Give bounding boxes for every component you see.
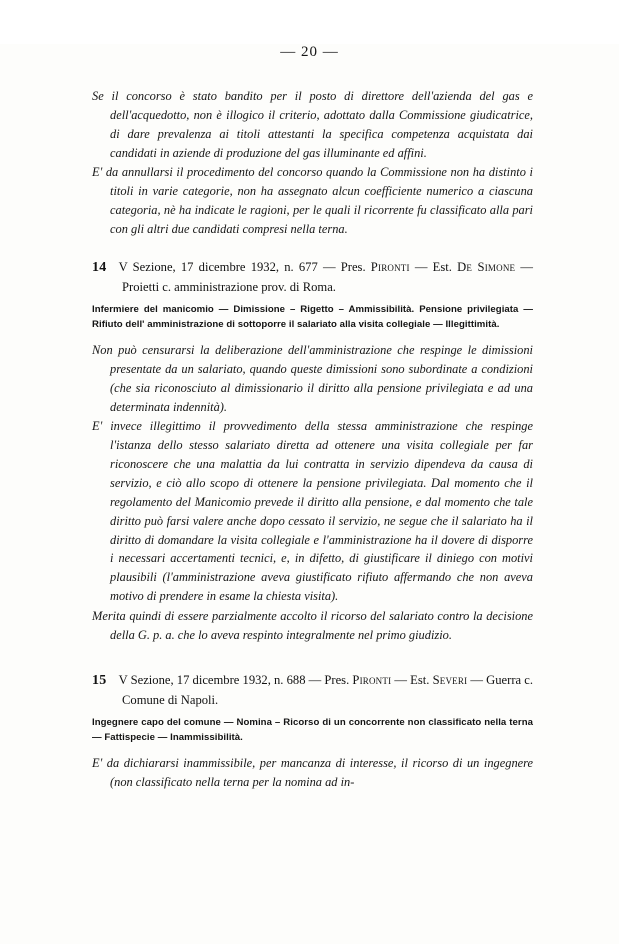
entry-heading-parties: — Guerra c. Comune di Napoli.	[122, 672, 534, 707]
entry-15	[92, 671, 533, 792]
entry-reporter-name: Severi	[432, 672, 468, 687]
entry-14	[92, 258, 533, 645]
top-paragraph-block	[92, 87, 533, 239]
page-content	[92, 87, 533, 792]
entry-heading-mid: — Est.	[391, 672, 433, 687]
entry-body	[92, 754, 533, 792]
entry-heading-prefix: V Sezione, 17 dicembre 1932, n. 677 — Pres.	[118, 259, 371, 274]
paragraph: Merita quindi di essere parzialmente accolto il ricorso del salariato contro la decisione della G. p. a. che lo aveva respinto integralmente nel primo giudizio.	[92, 608, 533, 642]
entry-number: 14	[92, 259, 107, 275]
entry-heading-parties: — Proietti c. amministrazione prov. di Roma.	[122, 259, 534, 295]
entry-reporter-name: De Simone	[457, 259, 516, 274]
paragraph: E' da dichiararsi inammissibile, per mancanza di interesse, il ricorso di un ingegnere (non classificato nella terna per la nomina ad in-	[92, 755, 533, 789]
entry-keywords: Ingegnere capo del comune — Nomina – Ricorso di un concorrente non classificato nella terna — Fattispecie — Inammissibilità.	[92, 717, 533, 743]
paragraph: Se il concorso è stato bandito per il posto di direttore dell'azienda del gas e dell'acquedotto, non è illogico il criterio, adottato dalla Commissione giudicatrice, di dare prevalenza ai titoli attestanti la specifica competenza acquistata dai candidati in aziende di produzione del gas illuminante ed affini.	[92, 89, 533, 160]
entry-heading-prefix: V Sezione, 17 dicembre 1932, n. 688 — Pres.	[118, 672, 353, 687]
entry-keywords: Infermiere del manicomio — Dimissione – Rigetto – Ammissibilità. Pensione privilegiata — Rifiuto dell' amministrazione di sottoporre il salariato alla visita collegiale — Illegittimità.	[92, 304, 533, 330]
paragraph: Non può censurarsi la deliberazione dell'amministrazione che respinge le dimissioni presentate da un salariato, quando queste dimissioni sono subordinate a condizioni (che sia riconosciuto al dimissionario il diritto alla pensione privilegiata e ad una determinata indennità).	[92, 343, 533, 414]
page-number: — 20 —	[280, 44, 339, 60]
entry-body	[92, 341, 533, 645]
entry-president-name: Pironti	[370, 259, 410, 274]
entry-heading	[92, 258, 533, 297]
entry-heading-mid: — Est.	[409, 259, 458, 274]
paragraph: E' da annullarsi il procedimento del concorso quando la Commissione non ha distinto i titoli in varie categorie, non ha assegnato alcun coefficiente numerico a ciascuna categoria, nè ha indicate le ragioni, per le quali il ricorrente fu classificato alla pari con gli altri due candidati compresi nella terna.	[92, 165, 533, 236]
paragraph: E' invece illegittimo il provvedimento della stessa amministrazione che respinge l'istanza dello stesso salariato diretta ad ottenere una visita collegiale per far riconoscere che una malattia da lui contratta in servizio dipendeva da causa di servizio, e ciò allo scopo di ottenere la pensione privilegiata. Dal momento che il regolamento del Manicomio prevede il diritto alla pensione, e dal momento che tale diritto può farsi valere anche dopo cessato il servizio, ne segue che il salariato ha il diritto di domandare la visita collegiale e l'amministrazione ha il dovere di disporre i necessari accertamenti tecnici, e, in difetto, di giustificare il diniego con motivi plausibili (l'amministrazione aveva giustificato rifiuto affermando che non aveva motivo di prendere in esame la chiesta visita).	[92, 419, 533, 604]
entry-heading	[92, 671, 533, 710]
document-page	[0, 44, 619, 944]
entry-president-name: Pironti	[352, 672, 392, 687]
entry-number: 15	[92, 672, 107, 688]
